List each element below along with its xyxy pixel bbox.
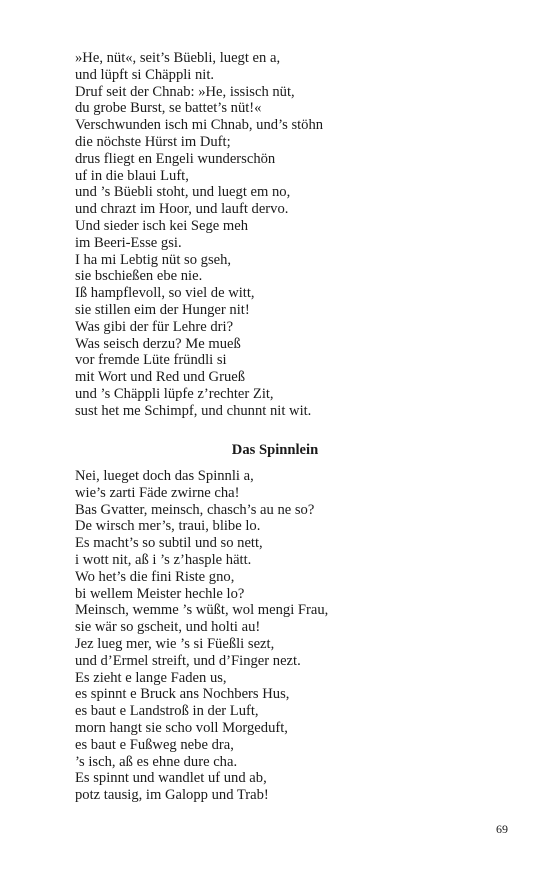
verse-line: Wo het’s die fini Riste gno, [75, 568, 235, 585]
verse-line: bi wellem Meister hechle lo? [75, 585, 245, 602]
verse-line: und ’s Büebli stoht, und luegt em no, [75, 184, 291, 201]
verse-line: De wirsch mer’s, traui, blibe lo. [75, 518, 261, 535]
verse-line: vor fremde Lüte fründli si [75, 352, 227, 369]
verse-line: Und sieder isch kei Sege meh [75, 217, 249, 234]
verse-line: I ha mi Lebtig nüt so gseh, [75, 251, 232, 268]
verse-line: wie’s zarti Fäde zwirne cha! [75, 484, 240, 501]
verse-line: und lüpft si Chäppli nit. [75, 66, 215, 83]
poem-title: Das Spinnlein [231, 442, 319, 458]
verse-line: i wott nit, aß i ’s z’hasple hätt. [75, 551, 252, 568]
poem-body [75, 468, 495, 804]
verse-line: Was gibi der für Lehre dri? [75, 318, 234, 335]
verse-line: Was seisch derzu? Me mueß [75, 335, 241, 352]
verse-line: Jez lueg mer, wie ’s si Füeßli sezt, [75, 635, 275, 652]
verse-line: und ’s Chäppli lüpfe z’rechter Zit, [75, 385, 274, 402]
verse-line: Es spinnt und wandlet uf und ab, [75, 770, 267, 787]
verse-line: sust het me Schimpf, und chunnt nit wit. [75, 402, 312, 419]
verse-line: Es zieht e lange Faden us, [75, 669, 227, 686]
verse-line: du grobe Burst, se battet’s nüt!« [75, 100, 262, 117]
page-number: 69 [496, 822, 508, 836]
verse-line: Es macht’s so subtil und so nett, [75, 535, 263, 552]
verse-line: uf in die blaui Luft, [75, 167, 189, 184]
verse-line: ’s isch, aß es ehne dure cha. [75, 753, 238, 770]
verse-line: Verschwunden isch mi Chnab, und’s stöhn [75, 117, 324, 134]
verse-line: sie stillen eim der Hunger nit! [75, 301, 250, 318]
verse-line: Iß hampflevoll, so viel de witt, [75, 285, 255, 302]
verse-line: »He, nüt«, seit’s Büebli, luegt en a, [75, 50, 281, 66]
verse-line: es baut e Fußweg nebe dra, [75, 736, 234, 753]
verse-line: es spinnt e Bruck ans Nochbers Hus, [75, 686, 290, 703]
verse-line: Nei, lueget doch das Spinnli a, [75, 468, 254, 484]
verse-line: sie bschießen ebe nie. [75, 268, 203, 285]
verse-line: die nöchste Hürst im Duft; [75, 133, 231, 150]
verse-line: es baut e Landstroß in der Luft, [75, 703, 259, 720]
verse-line: Druf seit der Chnab: »He, issisch nüt, [75, 83, 295, 100]
verse-line: mit Wort und Red und Grueß [75, 369, 246, 386]
verse-line: drus fliegt en Engeli wunderschön [75, 150, 276, 167]
verse-line: morn hangt sie scho voll Morgeduft, [75, 719, 288, 736]
verse-line: und chrazt im Hoor, und lauft dervo. [75, 201, 289, 218]
verse-line: und d’Ermel streift, und d’Finger nezt. [75, 652, 301, 669]
verse-line: potz tausig, im Galopp und Trab! [75, 787, 269, 804]
verse-line: Meinsch, wemme ’s wüßt, wol mengi Frau, [75, 602, 329, 619]
poem-continuation [75, 50, 495, 420]
verse-line: Bas Gvatter, meinsch, chasch’s au ne so? [75, 501, 315, 518]
verse-line: im Beeri-Esse gsi. [75, 234, 182, 251]
verse-line: sie wär so gscheit, und holti au! [75, 619, 261, 636]
